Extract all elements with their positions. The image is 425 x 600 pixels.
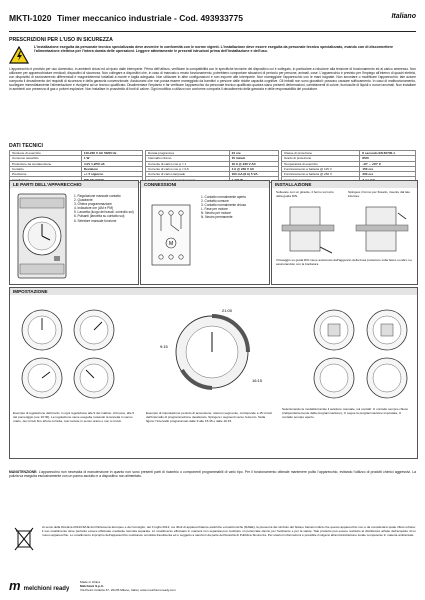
spec-value: 150 ore [360,166,416,171]
list-item: 1. Regolazione manuale contatto [74,194,121,198]
setup-caption-2: Esempio di impostazione periodo di accensione: ciascun segmento, corrisponde a 15 minuti dell'intervallo di programmazione desiderato. Spingere i segmenti verso l'esterno. Nella figura: l'intervallo programmato dalle 9 alle 15:45 e dalle 16:15. [146,411,272,423]
parts-box [9,180,139,285]
spec-label: Protezione da sovratensione [10,161,82,166]
spec-label: Corrente di carico lampade [146,172,230,177]
dati-table-1 [9,150,143,183]
language-label: Italiano [391,13,416,20]
spec-value: II secondo EN 60730-1 [360,151,416,156]
spec-value: 200 ore [360,172,416,177]
connections-list [201,195,265,220]
company-name: Melchioni S.p.A. [80,584,104,588]
list-item: 3. Contatto normalmente chiuso [201,203,247,208]
list-item: 2. Quadrante [74,198,93,203]
made-in: Made in China [80,580,100,584]
spec-value: 16 A @ 230 V AC [229,161,278,166]
spec-value: 110-230 V AC 50/60 Hz [81,151,142,156]
spec-label: Corrente di carico cos φ = 1 [146,161,230,166]
dial-1 [22,310,62,398]
list-item: N. Neutro permanente [201,215,233,220]
spec-value: 15 minuti [229,156,278,161]
spec-value: 24 ore [229,151,278,156]
product-code: MKTI-1020 [9,13,52,23]
spec-value: +/- 5 s/giorno [81,172,142,177]
brand-logo [9,578,69,593]
spec-value: 100 mA (8 A) 5 VA [229,172,278,177]
spec-value: 4 A @ 230 V AC [229,166,278,171]
dati-title: DATI TECNICI [9,143,43,149]
connections-title: CONNESSIONI [141,181,269,188]
spec-label: Contatto [10,166,82,171]
list-item: 6. Selettore manuale funzione [74,218,117,223]
spec-label: Grado di protezione [282,156,360,161]
spec-label: Durata programma [146,151,230,156]
logo-text: melchioni ready [23,586,70,592]
setup-caption-3: Selezionando la modalità tramite il selettore manuale, sui contatti: ⊙ contatto sempre chiuso (indipendentemente dalla programmazione); ⊙ segue la programmazione impostata, ⊙ contatto sempre aperto. [282,407,409,419]
logo-mark: m [9,578,21,593]
header-bar [9,13,416,32]
connections-box [140,180,270,285]
spec-label: Intervallo minimo [146,156,230,161]
install-note: Il fissaggio su guida DIN viene assicurato dall'aggancio della linea posteriore sulla fasce su altro su, assicurandolo con la bordatura [276,258,413,266]
spec-label: Classe di protezione [282,151,360,156]
spec-value: -10° ~ +50° C [360,161,416,166]
installation-title: INSTALLAZIONE [272,181,417,188]
list-item: N. Neutro per motore [201,211,231,216]
setup-box [9,287,418,459]
list-item: 6. Pulsanti (lancetta su contatto sui) [74,214,125,219]
product-name: Timer meccanico industriale - Cod. 493933775 [57,13,243,23]
list-item: 4. Indicatore ore (AM e PM) [74,206,114,211]
spec-value: IP20 [360,156,416,161]
address-line: Via Pietro Colletta 37, 20135 Milano, Italia | www.melchioni-ready.com [80,588,176,592]
dial-2 [74,310,114,398]
installation-box [271,180,418,285]
list-item: 3. Ghiera programmazione [74,202,112,207]
wiring-diagram [146,195,196,275]
maintenance-text: L'apparecchio non necessita di manutenzione in quanto non sono presenti parti di ricambio o componenti programmabili di vario tipo. Per il funzionamento ottimale mantenere pulito l'apparecchio, evitando l'utilizzo di prodotti chimici aggressivi. La pulizia va eseguita esclusivamente con un panno asciutto e a dispositivo non alimentato. [9,470,416,479]
spec-label: Corrente di carico cos φ = 0,6 [146,166,230,171]
clock-label-a: 21:00 [222,308,233,313]
safety-body-text: L'apparecchio è previsto per uso domestico, in ambienti chiusi ed al riparo dalle intemperie. Prima dell'utilizzo, verificare la compatibilità con le specifiche tecniche del dispositivo cui è collegato, in particolare a riduzione alla tensione di funzionamento ed al carico ammesso. Non utilizzare per apparecchiature medicali, dispositivi di sicurezza. Non collegare a dispositivi che, in caso di mancato o errato funzionamento, potrebbero comportare situazioni di pericolo per persone, animali, cose. L'apparecchio è previsto per l'impiego all'interno di quadri elettrici, con dispositivi di sezionamento differenziali e magnetotermici installati a monte e taglia adeguata. Non utilizzare in altre configurazioni e non esporre alle intemperie. Non maneggiare l'apparecchio con le mani bagnate. Non smontare o modificare l'apparecchio; tale azione comporta il decadimento dei requisiti di sicurezza e della garanzia convenzionale. Assicurarsi che non possa essere maneggiato da bambini o persone dalle ridotte capacità cognitive. Gli imballi non sono giocattoli: possono causare soffocamento. In caso di malfunzionamento, scollegare immediatamente l'alimentazione e rivolgersi ad un tecnico qualificato. Disalimentare l'impianto e far verificare l'apparecchio da personale tecnico qualificato qualora siano presenti deformazioni, cambiamenti di colore, fuoriuscite di liquidi o rumori anomali. Non installare in ambienti con presenza di gas o polveri esplosive. Non installare in prossimità di fonti di calore. Ogni modifica o utilizzo non conforme comporta il decadimento della garanzia e delle responsabilità del produttore. [9,67,416,92]
list-item: 2. Contatto comune [201,199,229,204]
setup-dials-illustration [12,300,415,402]
safety-title: PRESCRIZIONI PER L'USO IN SICUREZZA [9,37,113,43]
list-item: L. Fase per motore [201,207,228,212]
spec-label: Tensione di esercizio [10,151,82,156]
dati-table-3 [281,150,416,183]
warning-electric-icon [9,46,29,64]
spec-label: Funzionamento a batteria @ 230 V [282,172,360,177]
din-rail-illustration-1 [280,203,336,255]
weee-text: Ai sensi della Direttiva 2012/19/UE del Parlamento Europeo e del Consiglio, del 4 luglio 2012, sui rifiuti di apparecchiature elettriche ed elettroniche (RAEE), la presenza del simbolo del bidone barrato indica che questo apparecchio non è da considerarsi quale rifiuto urbano: il suo smaltimento deve pertanto essere effettuato mediante raccolta separata. Lo smaltimento effettuato in maniera non separata può costituire un potenziale danno per l'ambiente e per la salute. Tale prodotto può essere restituito al distributore all'atto dell'acquisto di un nuovo apparecchio. Lo smaltimento improprio dell'apparecchio costituisce condotta fraudolenta ed è soggetto a sanzioni da parte dell'Autorità di Pubblica Sicurezza. Per ulteriori informazioni è possibile rivolgersi all'amministrazione locale competente in materia ambientale. [42,525,416,537]
spec-label: Precisione [10,172,82,177]
timer-device-illustration [14,192,70,280]
svg-text:M: M [169,241,174,247]
safety-bold-text: L'installazione eseguita da personale tecnico specializzato deve avvenire in conformità con le norme vigenti. L'installazione deve essere eseguita da personale tecnico specializzato, evando con di disconnettere l'alimentazione elettrica per l'intera durata delle operazioni. Leggere attentamente le presenti istruzioni prima dell'installazione e dell'uso. [34,45,394,54]
din-rail-illustration-2 [354,203,410,255]
setup-title: IMPOSTAZIONE [10,288,417,295]
spec-value: 4 kV 1,2/50 uS [81,161,142,166]
spec-value: 1 W [81,156,142,161]
install-step-2: Spingere il fermo per fissarlo, inserire dal lato inferiore. [348,190,411,198]
install-step-1: Sollevare con un giravite, il fermo sul retro della guida DIN. [276,190,334,198]
maintenance-label: MANUTENZIONE: [9,470,38,474]
weee-bin-icon [14,526,34,552]
parts-list [74,194,136,223]
list-item: 1. Contatto normalmente aperto [201,195,247,199]
setup-caption-1: Esempio di regolazione dell'orario: in ogni regolazione alle 9 del mattino. Al buono, alle 5 del pomeriggio (ore 16:30). La regolazione viene eseguita ruotando la lancetta in senso orario, dei minuti fino all'ora corretta, mai ruotare in senso orario e non a minuti. [13,411,135,423]
clock-label-c: 16:15 [252,378,263,383]
parts-title: LE PARTI DELL'APPARECCHIO [10,181,138,188]
list-item: 5. Lancetta (luogo del trascil. controllo sui) [74,210,134,215]
dial-3 [314,310,407,398]
maintenance-note [9,470,416,478]
clock-label-b: 9:15 [160,344,168,349]
spec-label: Funzionamento a batteria @ 115 V [282,166,360,171]
dati-table-2 [145,150,279,183]
company-address [80,580,176,592]
spec-value: Deviatore [81,166,142,171]
spec-label: Consumo assorbito [10,156,82,161]
spec-label: Temperatura di esercizio [282,161,360,166]
dial-large [176,316,248,388]
